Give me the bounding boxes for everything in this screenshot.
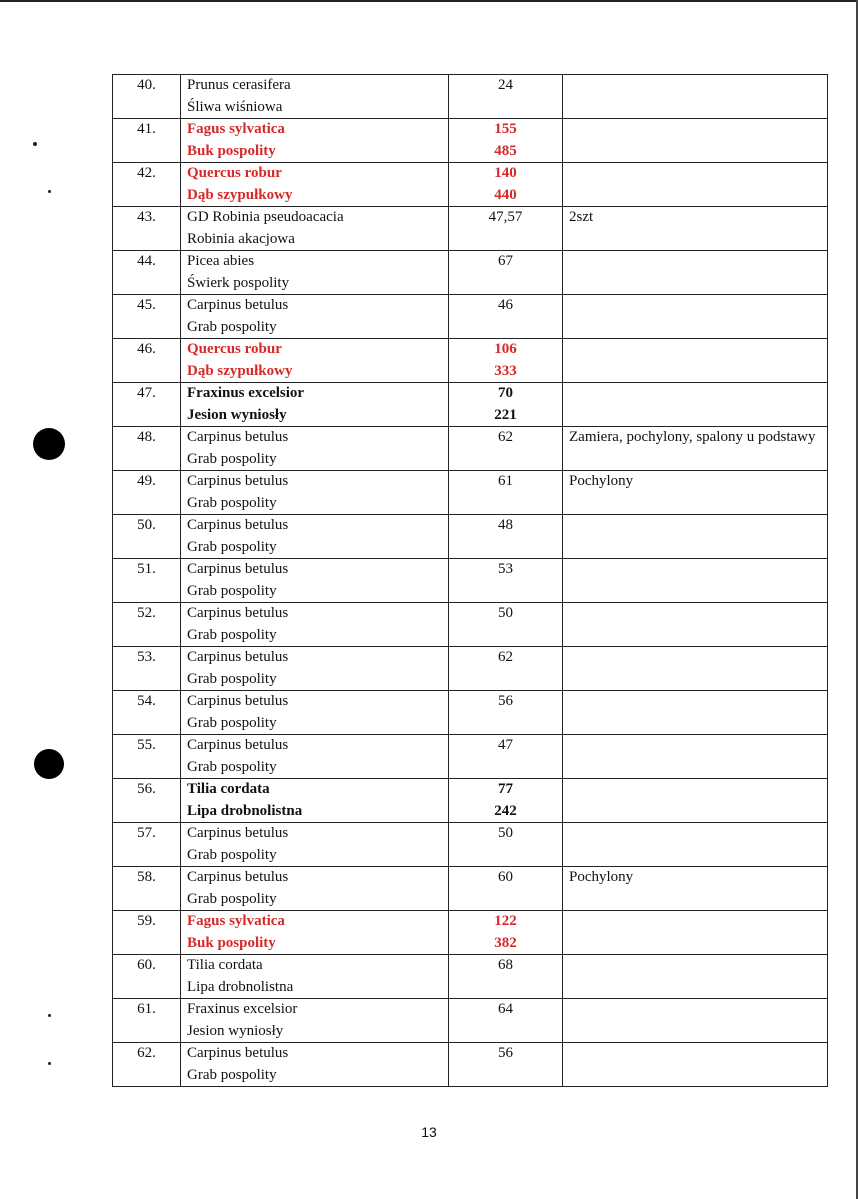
row-number-cell — [113, 779, 181, 823]
row-number-cell — [113, 119, 181, 163]
note-cell — [563, 471, 828, 515]
row-number: 44. — [137, 253, 156, 269]
note-cell — [563, 119, 828, 163]
value-primary: 24 — [498, 77, 513, 93]
value-cell — [449, 295, 563, 339]
polish-name: Grab pospolity — [187, 670, 277, 687]
note-cell — [563, 1043, 828, 1087]
note-cell — [563, 559, 828, 603]
note-cell — [563, 867, 828, 911]
row-number: 62. — [137, 1045, 156, 1061]
tree-inventory-table — [112, 74, 828, 1087]
species-cell — [181, 207, 449, 251]
row-number-cell — [113, 339, 181, 383]
row-number-cell — [113, 207, 181, 251]
polish-name: Buk pospolity — [187, 934, 276, 951]
row-number: 50. — [137, 517, 156, 533]
note-cell — [563, 75, 828, 119]
polish-name: Grab pospolity — [187, 494, 277, 511]
latin-name: Fraxinus excelsior — [187, 385, 305, 401]
latin-name: Carpinus betulus — [187, 605, 289, 621]
table-row — [113, 867, 828, 911]
latin-name: Carpinus betulus — [187, 429, 289, 445]
row-number: 55. — [137, 737, 156, 753]
margin-speck — [33, 142, 37, 146]
table-row — [113, 163, 828, 207]
species-cell — [181, 471, 449, 515]
row-number: 47. — [137, 385, 156, 401]
polish-name: Grab pospolity — [187, 538, 277, 555]
row-number-cell — [113, 471, 181, 515]
value-cell — [449, 383, 563, 427]
punch-hole — [34, 749, 64, 779]
value-secondary: 333 — [494, 362, 517, 379]
table-row — [113, 339, 828, 383]
table-row — [113, 823, 828, 867]
value-primary: 56 — [498, 693, 513, 709]
row-number-cell — [113, 251, 181, 295]
value-primary: 50 — [498, 605, 513, 621]
row-number: 51. — [137, 561, 156, 577]
row-number: 46. — [137, 341, 156, 357]
table-row — [113, 999, 828, 1043]
value-cell — [449, 779, 563, 823]
value-secondary: 485 — [494, 142, 517, 159]
latin-name: Picea abies — [187, 253, 255, 269]
value-secondary: 440 — [494, 186, 517, 203]
row-number-cell — [113, 647, 181, 691]
value-cell — [449, 867, 563, 911]
table-row — [113, 295, 828, 339]
value-primary: 50 — [498, 825, 513, 841]
polish-name: Dąb szypułkowy — [187, 362, 293, 379]
table-row — [113, 75, 828, 119]
species-cell — [181, 119, 449, 163]
latin-name: Fagus sylvatica — [187, 913, 285, 929]
value-primary: 155 — [494, 121, 517, 137]
margin-speck — [48, 1014, 51, 1017]
page-number: 13 — [421, 1124, 437, 1140]
species-cell — [181, 383, 449, 427]
row-number: 45. — [137, 297, 156, 313]
row-number: 43. — [137, 209, 156, 225]
latin-name: Fraxinus excelsior — [187, 1001, 298, 1017]
value-cell — [449, 691, 563, 735]
value-primary: 62 — [498, 649, 513, 665]
value-cell — [449, 559, 563, 603]
latin-name: Carpinus betulus — [187, 1045, 289, 1061]
row-number: 49. — [137, 473, 156, 489]
table-row — [113, 207, 828, 251]
value-primary: 47 — [498, 737, 513, 753]
value-primary: 64 — [498, 1001, 513, 1017]
value-cell — [449, 207, 563, 251]
row-number-cell — [113, 823, 181, 867]
row-number-cell — [113, 1043, 181, 1087]
species-cell — [181, 955, 449, 999]
polish-name: Dąb szypułkowy — [187, 186, 293, 203]
row-number: 58. — [137, 869, 156, 885]
table-row — [113, 383, 828, 427]
latin-name: Quercus robur — [187, 165, 282, 181]
note-text: Zamiera, pochylony, spalony u podstawy — [569, 429, 816, 445]
table-row — [113, 779, 828, 823]
note-cell — [563, 647, 828, 691]
species-cell — [181, 647, 449, 691]
polish-name: Grab pospolity — [187, 318, 277, 335]
latin-name: Carpinus betulus — [187, 297, 289, 313]
row-number-cell — [113, 559, 181, 603]
row-number-cell — [113, 867, 181, 911]
species-cell — [181, 515, 449, 559]
note-text: Pochylony — [569, 473, 634, 489]
page-top-edge — [0, 0, 858, 2]
table-row — [113, 251, 828, 295]
row-number: 41. — [137, 121, 156, 137]
species-cell — [181, 339, 449, 383]
note-cell — [563, 779, 828, 823]
polish-name: Grab pospolity — [187, 758, 277, 775]
note-cell — [563, 339, 828, 383]
species-cell — [181, 251, 449, 295]
species-cell — [181, 823, 449, 867]
tree-table-body — [113, 75, 828, 1087]
row-number-cell — [113, 691, 181, 735]
margin-speck — [48, 1062, 51, 1065]
value-cell — [449, 339, 563, 383]
value-cell — [449, 999, 563, 1043]
row-number: 53. — [137, 649, 156, 665]
polish-name: Grab pospolity — [187, 582, 277, 599]
note-cell — [563, 515, 828, 559]
value-primary: 140 — [494, 165, 517, 181]
value-secondary: 382 — [494, 934, 517, 951]
value-cell — [449, 647, 563, 691]
polish-name: Grab pospolity — [187, 450, 277, 467]
note-cell — [563, 691, 828, 735]
polish-name: Robinia akacjowa — [187, 230, 295, 247]
value-secondary: 221 — [494, 406, 517, 423]
species-cell — [181, 999, 449, 1043]
polish-name: Lipa drobnolistna — [187, 802, 303, 819]
table-row — [113, 559, 828, 603]
value-cell — [449, 471, 563, 515]
row-number-cell — [113, 955, 181, 999]
table-row — [113, 427, 828, 471]
note-cell — [563, 955, 828, 999]
note-cell — [563, 603, 828, 647]
note-cell — [563, 207, 828, 251]
latin-name: Prunus cerasifera — [187, 77, 291, 93]
latin-name: Quercus robur — [187, 341, 282, 357]
value-primary: 70 — [498, 385, 513, 401]
value-cell — [449, 427, 563, 471]
row-number: 42. — [137, 165, 156, 181]
row-number: 57. — [137, 825, 156, 841]
row-number-cell — [113, 383, 181, 427]
table-row — [113, 603, 828, 647]
value-primary: 46 — [498, 297, 513, 313]
note-cell — [563, 427, 828, 471]
species-cell — [181, 559, 449, 603]
polish-name: Lipa drobnolistna — [187, 978, 294, 995]
row-number-cell — [113, 427, 181, 471]
polish-name: Jesion wyniosły — [187, 1022, 284, 1039]
latin-name: Tilia cordata — [187, 957, 263, 973]
row-number-cell — [113, 75, 181, 119]
row-number: 59. — [137, 913, 156, 929]
value-cell — [449, 603, 563, 647]
value-primary: 56 — [498, 1045, 513, 1061]
species-cell — [181, 163, 449, 207]
species-cell — [181, 867, 449, 911]
species-cell — [181, 779, 449, 823]
species-cell — [181, 911, 449, 955]
row-number: 48. — [137, 429, 156, 445]
value-primary: 67 — [498, 253, 513, 269]
row-number-cell — [113, 999, 181, 1043]
value-cell — [449, 163, 563, 207]
table-row — [113, 515, 828, 559]
polish-name: Grab pospolity — [187, 846, 277, 863]
latin-name: Tilia cordata — [187, 781, 270, 797]
row-number-cell — [113, 735, 181, 779]
value-cell — [449, 1043, 563, 1087]
value-cell — [449, 955, 563, 999]
polish-name: Buk pospolity — [187, 142, 276, 159]
value-primary: 68 — [498, 957, 513, 973]
value-primary: 106 — [494, 341, 517, 357]
note-cell — [563, 999, 828, 1043]
row-number-cell — [113, 911, 181, 955]
value-primary: 77 — [498, 781, 513, 797]
row-number-cell — [113, 603, 181, 647]
latin-name: Carpinus betulus — [187, 737, 289, 753]
species-cell — [181, 691, 449, 735]
table-row — [113, 955, 828, 999]
table-row — [113, 119, 828, 163]
value-primary: 47,57 — [488, 209, 523, 225]
note-cell — [563, 911, 828, 955]
latin-name: Carpinus betulus — [187, 517, 289, 533]
row-number: 56. — [137, 781, 156, 797]
table-row — [113, 1043, 828, 1087]
row-number: 52. — [137, 605, 156, 621]
row-number-cell — [113, 163, 181, 207]
row-number-cell — [113, 515, 181, 559]
note-cell — [563, 383, 828, 427]
polish-name: Grab pospolity — [187, 626, 277, 643]
note-text: 2szt — [569, 209, 594, 225]
latin-name: Carpinus betulus — [187, 825, 289, 841]
value-primary: 60 — [498, 869, 513, 885]
table-row — [113, 647, 828, 691]
latin-name: Carpinus betulus — [187, 869, 289, 885]
row-number: 61. — [137, 1001, 156, 1017]
latin-name: GD Robinia pseudoacacia — [187, 209, 344, 225]
table-row — [113, 471, 828, 515]
row-number: 60. — [137, 957, 156, 973]
latin-name: Carpinus betulus — [187, 473, 289, 489]
latin-name: Carpinus betulus — [187, 561, 289, 577]
table-row — [113, 735, 828, 779]
polish-name: Grab pospolity — [187, 890, 277, 907]
note-cell — [563, 823, 828, 867]
note-cell — [563, 251, 828, 295]
value-cell — [449, 735, 563, 779]
polish-name: Grab pospolity — [187, 714, 277, 731]
table-row — [113, 691, 828, 735]
table-row — [113, 911, 828, 955]
note-cell — [563, 163, 828, 207]
species-cell — [181, 735, 449, 779]
value-primary: 48 — [498, 517, 513, 533]
species-cell — [181, 75, 449, 119]
value-primary: 122 — [494, 913, 517, 929]
value-cell — [449, 251, 563, 295]
value-cell — [449, 75, 563, 119]
species-cell — [181, 603, 449, 647]
polish-name: Jesion wyniosły — [187, 406, 287, 423]
row-number-cell — [113, 295, 181, 339]
value-primary: 62 — [498, 429, 513, 445]
value-cell — [449, 515, 563, 559]
value-cell — [449, 911, 563, 955]
species-cell — [181, 1043, 449, 1087]
row-number: 54. — [137, 693, 156, 709]
punch-hole — [33, 428, 65, 460]
note-cell — [563, 735, 828, 779]
note-cell — [563, 295, 828, 339]
polish-name: Świerk pospolity — [187, 274, 290, 291]
latin-name: Carpinus betulus — [187, 649, 289, 665]
polish-name: Śliwa wiśniowa — [187, 98, 283, 115]
value-cell — [449, 119, 563, 163]
species-cell — [181, 295, 449, 339]
margin-speck — [48, 190, 51, 193]
species-cell — [181, 427, 449, 471]
value-primary: 53 — [498, 561, 513, 577]
note-text: Pochylony — [569, 869, 634, 885]
value-cell — [449, 823, 563, 867]
row-number: 40. — [137, 77, 156, 93]
value-primary: 61 — [498, 473, 513, 489]
value-secondary: 242 — [494, 802, 517, 819]
latin-name: Fagus sylvatica — [187, 121, 285, 137]
latin-name: Carpinus betulus — [187, 693, 289, 709]
polish-name: Grab pospolity — [187, 1066, 277, 1083]
